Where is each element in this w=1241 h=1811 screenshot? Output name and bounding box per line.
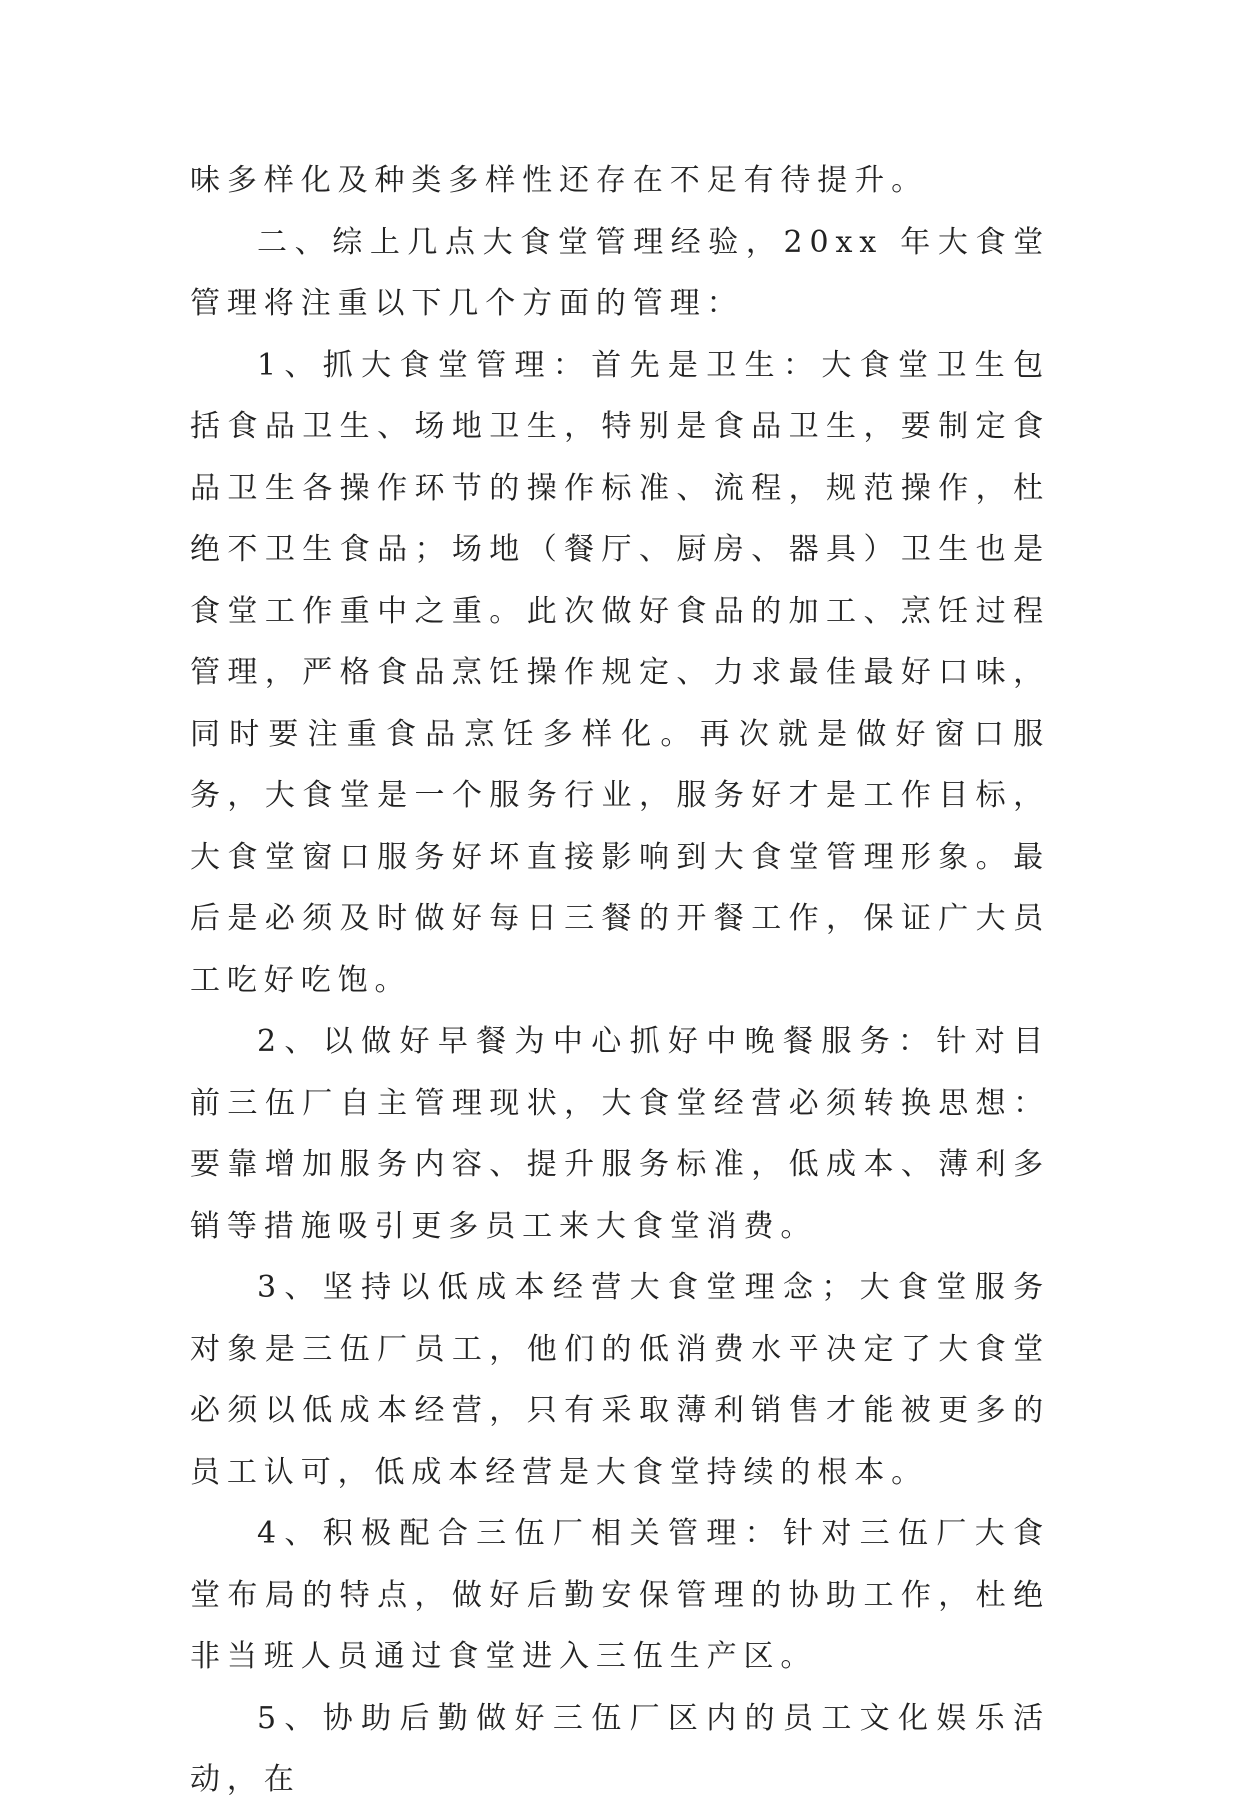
- paragraph-item-2: 2、以做好早餐为中心抓好中晚餐服务：针对目前三伍厂自主管理现状，大食堂经营必须转换思想：要靠增加服务内容、提升服务标准，低成本、薄利多销等措施吸引更多员工来大食堂消费。: [190, 1024, 1050, 1244]
- paragraph-item-1: 1、抓大食堂管理：首先是卫生：大食堂卫生包括食品卫生、场地卫生，特别是食品卫生，要制定食品卫生各操作环节的操作标准、流程，规范操作，杜绝不卫生食品；场地（餐厅、厨房、器具）卫生也是食堂工作重中之重。此次做好食品的加工、烹饪过程管理，严格食品烹饪操作规定、力求最佳最好口味，同时要注重食品烹饪多样化。再次就是做好窗口服务，大食堂是一个服务行业，服务好才是工作目标，大食堂窗口服务好坏直接影响到大食堂管理形象。最后是必须及时做好每日三餐的开餐工作，保证广大员工吃好吃饱。: [190, 347, 1050, 998]
- document-body: [190, 150, 1050, 1811]
- paragraph-item-4: 4、积极配合三伍厂相关管理：针对三伍厂大食堂布局的特点，做好后勤安保管理的协助工作，杜绝非当班人员通过食堂进入三伍生产区。: [190, 1516, 1050, 1674]
- paragraph-item-5: 5、协助后勤做好三伍厂区内的员工文化娱乐活动，在: [190, 1700, 1050, 1797]
- paragraph-continuation: 味多样化及种类多样性还存在不足有待提升。: [190, 163, 928, 198]
- paragraph-section-two: 二、综上几点大食堂管理经验，20xx 年大食堂管理将注重以下几个方面的管理：: [190, 224, 1050, 321]
- paragraph-item-3: 3、坚持以低成本经营大食堂理念；大食堂服务对象是三伍厂员工，他们的低消费水平决定了大食堂必须以低成本经营，只有采取薄利销售才能被更多的员工认可，低成本经营是大食堂持续的根本。: [190, 1270, 1050, 1490]
